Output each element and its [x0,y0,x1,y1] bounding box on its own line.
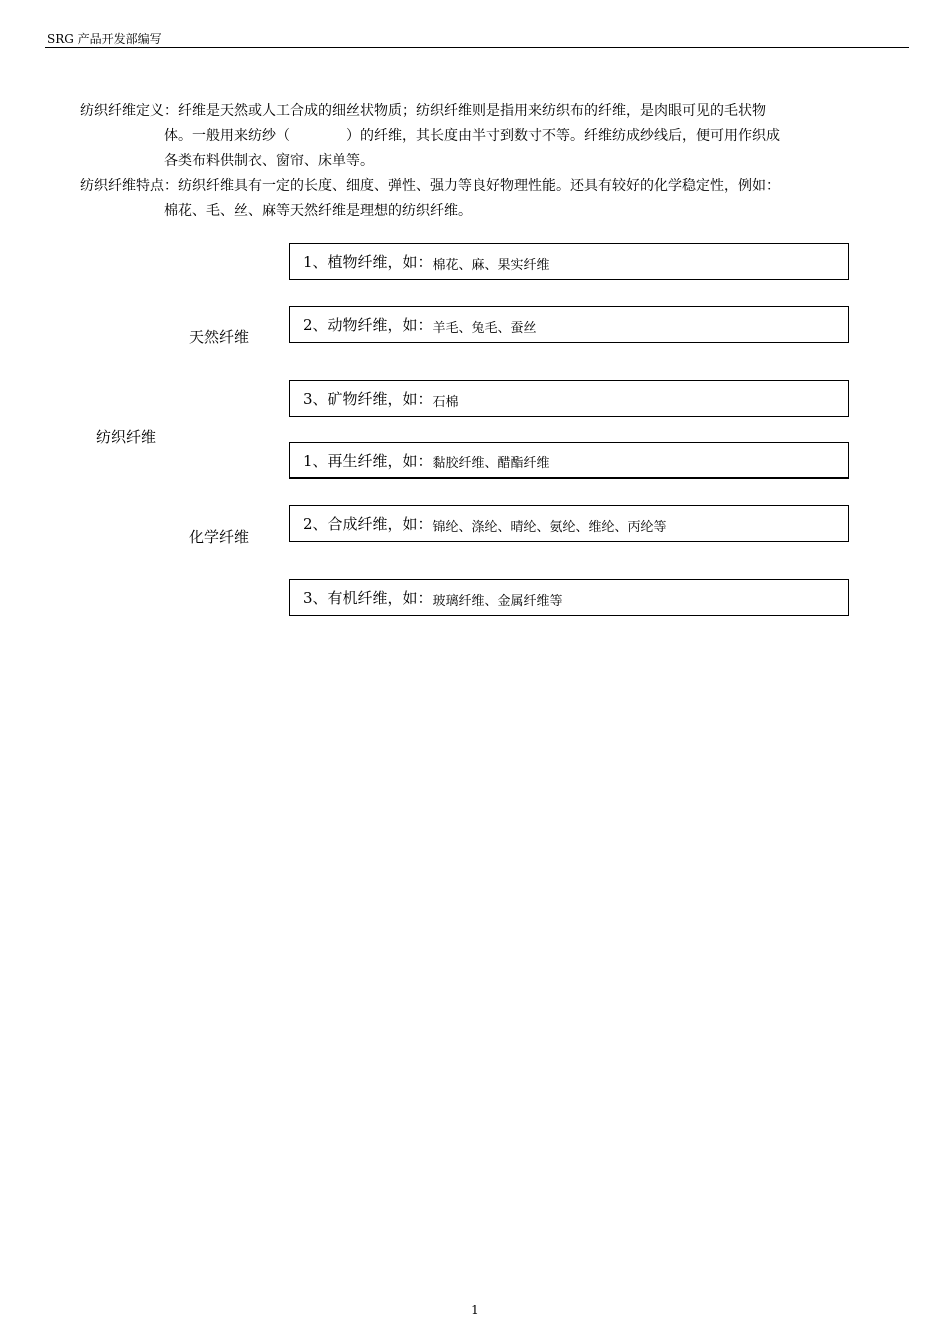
definition-paragraph [80,99,908,174]
characteristics-line-2: 棉花、毛、丝、麻等天然纤维是理想的纺织纤维。 [164,203,472,219]
item-examples: 羊毛、兔毛、蚕丝 [432,320,537,336]
item-examples: 石棉 [432,394,459,410]
item-examples: 锦纶、涤纶、晴纶、氨纶、维纶、丙纶等 [432,519,667,535]
natural-item-animal [289,306,849,343]
definition-line-1: 纺织纤维定义：纤维是天然或人工合成的细丝状物质；纺织纤维则是指用来纺织布的纤维，是肉眼可见的毛状物 [80,103,766,119]
item-lead: 3、有机纤维，如： [303,589,433,607]
item-lead: 1、再生纤维，如： [303,451,433,470]
definition-line-3: 各类布料供制衣、窗帘、床单等。 [164,153,374,169]
natural-item-mineral [289,380,849,417]
chemical-item-inorganic [289,579,849,616]
chemical-item-regenerated [289,442,849,479]
item-lead: 2、动物纤维，如： [303,316,433,334]
item-examples: 棉花、麻、果实纤维 [432,257,550,273]
item-examples: 黏胶纤维、醋酯纤维 [432,456,550,471]
tree-root-label: 纺织纤维 [96,428,157,446]
definition-line-2: 体。一般用来纺纱（ ）的纤维，其长度由半寸到数寸不等。纤维纺成纱线后，便可用作织成 [164,128,780,144]
item-lead: 3、矿物纤维，如： [303,390,433,408]
characteristics-paragraph [80,174,908,224]
natural-item-plant [289,243,849,280]
item-lead: 2、合成纤维，如： [303,515,433,533]
characteristics-line-1: 纺织纤维特点：纺织纤维具有一定的长度、细度、弹性、强力等良好物理性能。还具有较好的化学稳定性，例如： [80,178,780,194]
item-lead: 1、植物纤维，如： [303,253,433,271]
item-examples: 玻璃纤维、金属纤维等 [432,593,563,609]
header-text: SRG 产品开发部编写 [47,32,162,46]
header-rule [45,47,909,48]
page-number: 1 [471,1303,479,1317]
chemical-fiber-label: 化学纤维 [189,528,250,546]
natural-fiber-label: 天然纤维 [189,328,250,346]
chemical-item-synthetic [289,505,849,542]
